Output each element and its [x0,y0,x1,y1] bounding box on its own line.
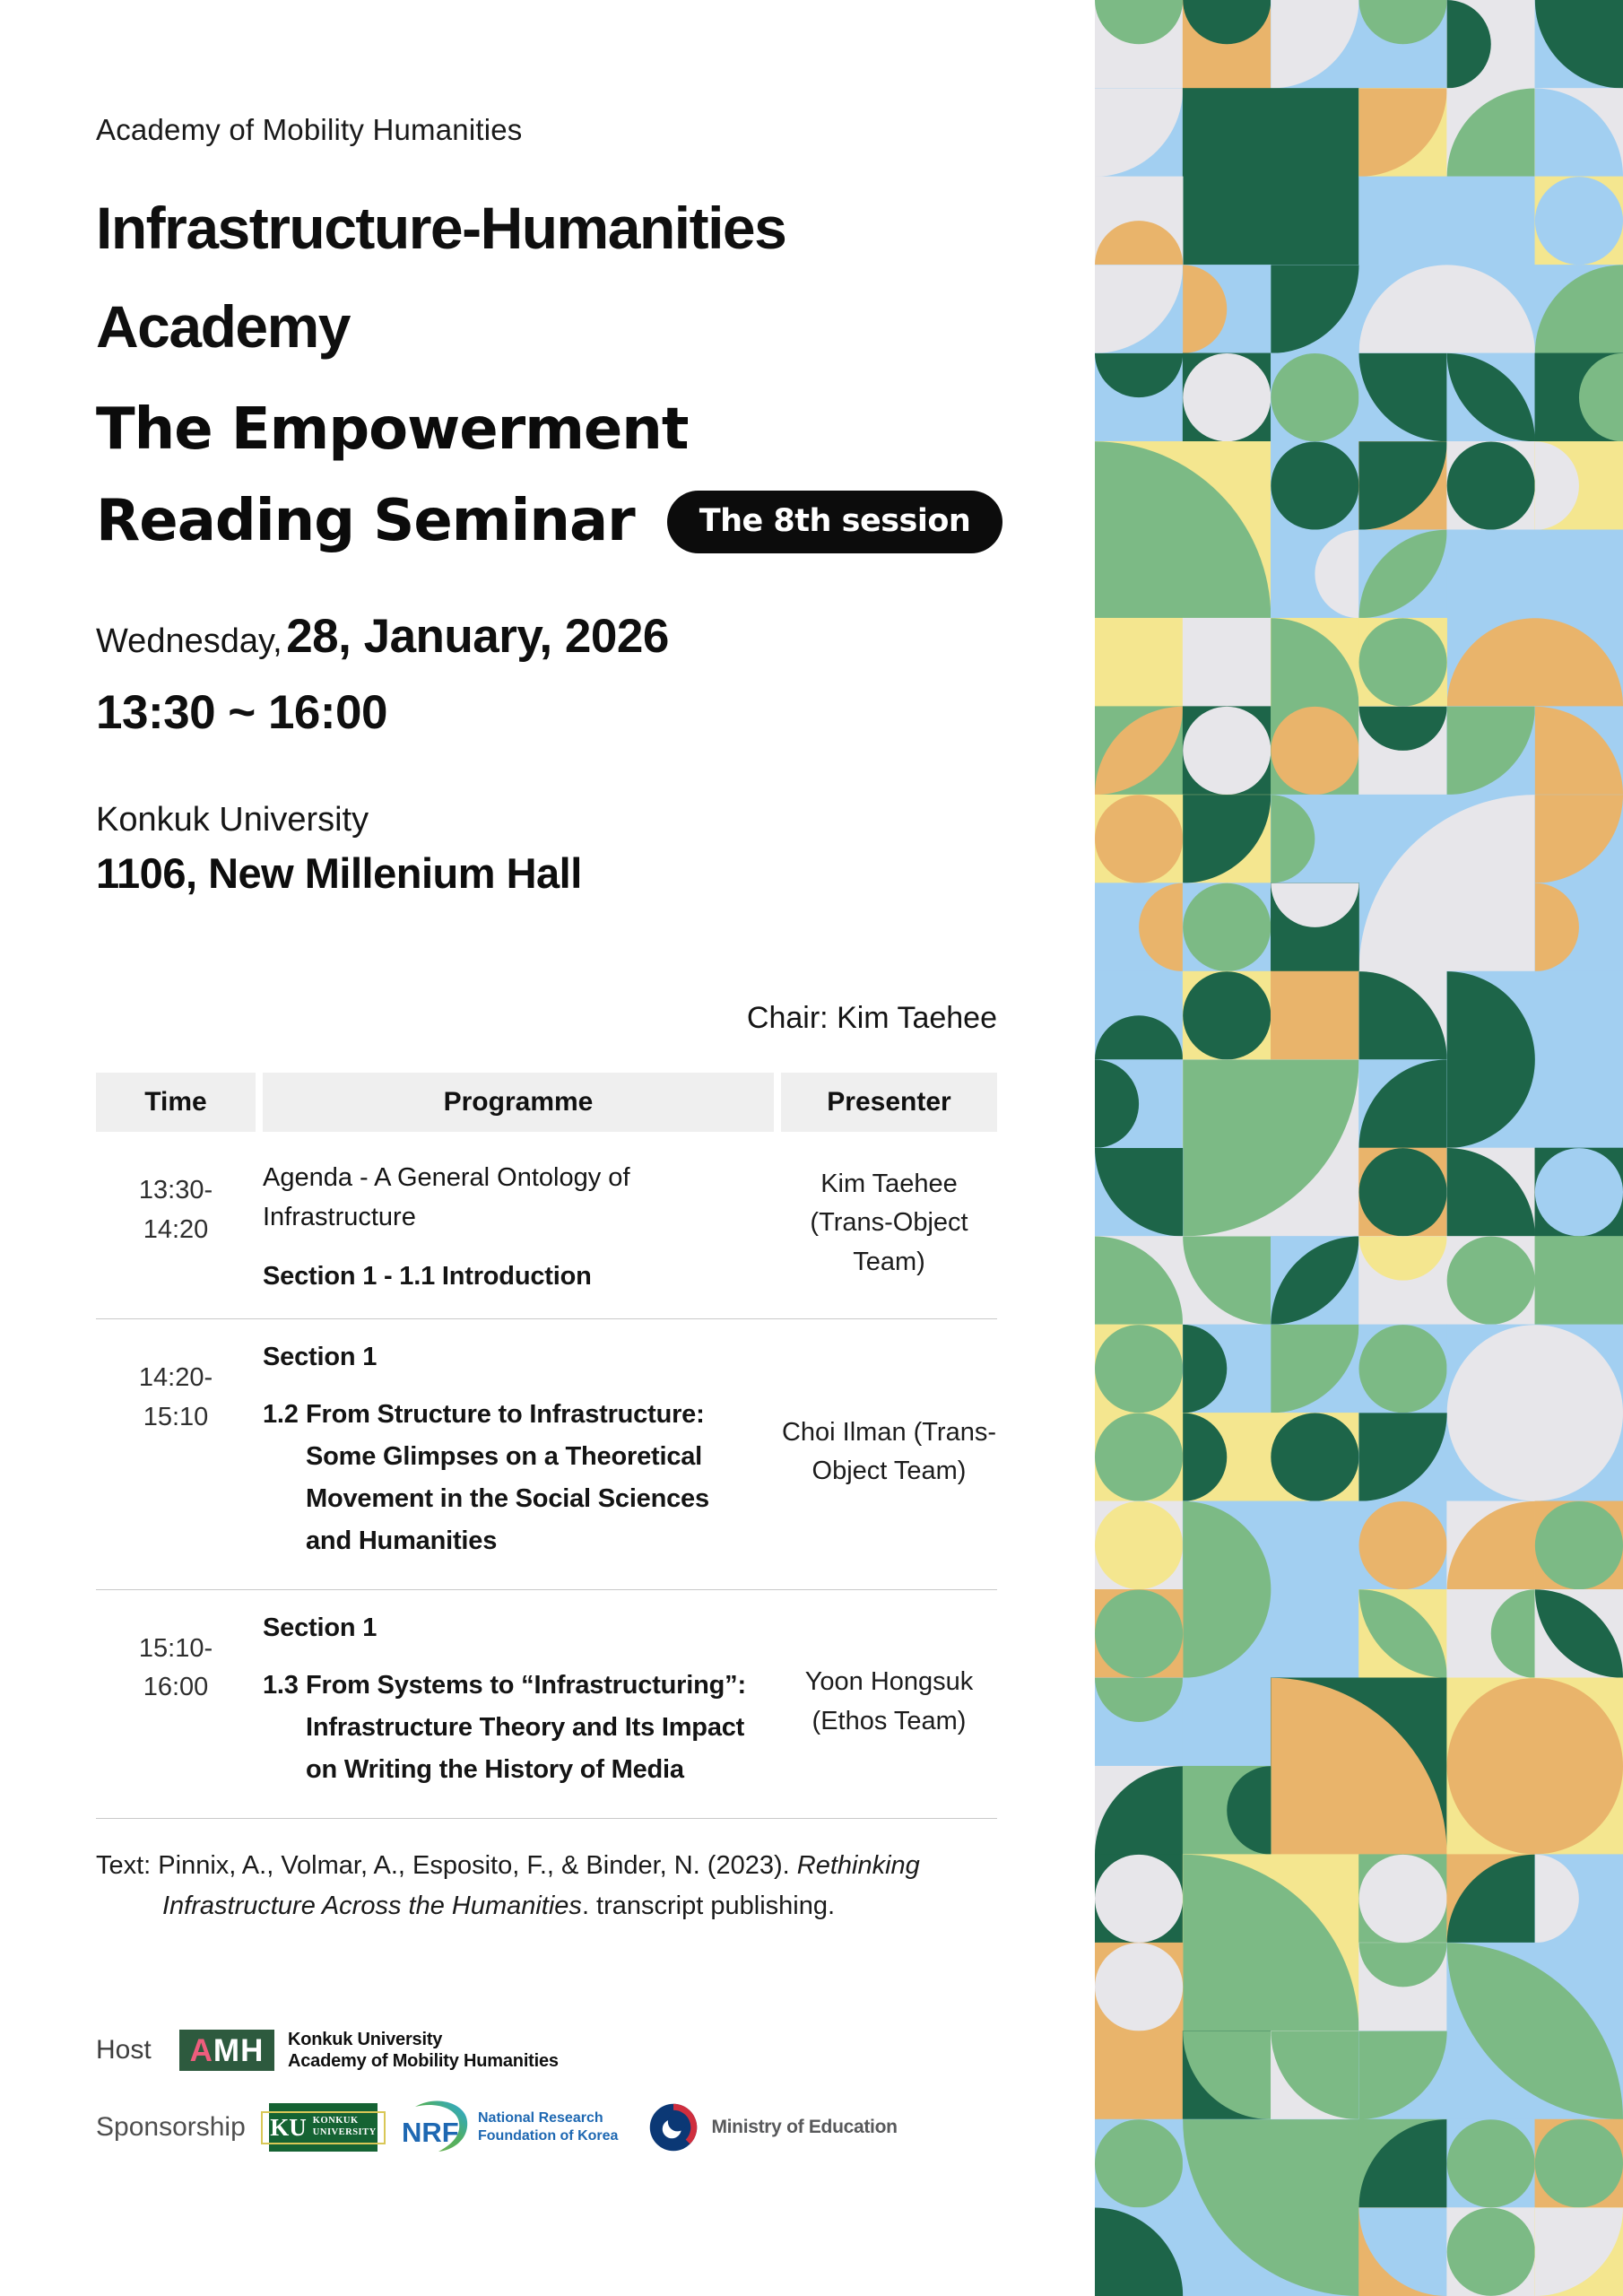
citation-suffix: . transcript publishing. [581,1891,836,1920]
programme-section: Section 1 [263,1613,378,1642]
seminar-title-line2-wrap [96,475,1002,567]
table-row [96,1590,997,1819]
session-badge: The 8th session [667,491,1003,553]
programme-item-number: 1.2 [263,1400,299,1429]
moe-name: Ministry of Education [711,2117,898,2137]
venue-block [96,801,582,898]
venue-hall: 1106, New Millenium Hall [96,849,582,897]
programme-cell [263,1343,774,1562]
amh-organization-name: Konkuk University Academy of Mobility Humanities [288,2030,559,2071]
programme-agenda: Agenda - A General Ontology of Infrastructure [263,1163,630,1231]
amh-logo-letters-mh: MH [213,2032,265,2068]
eyebrow-organization: Academy of Mobility Humanities [96,113,523,146]
programme-cell [263,1155,774,1292]
event-date [96,606,669,668]
schedule-section [96,1073,997,1926]
programme-item-text: From Systems to “Infrastructuring”: Infrastructure Theory and Its Impact on Writing the History of Media [306,1670,746,1784]
ministry-of-education-logo [648,2102,897,2152]
moe-taegeuk-icon [648,2102,699,2152]
nrf-name: National Research Foundation of Korea [478,2110,619,2144]
ku-abbr: KU [270,2113,307,2141]
sponsorship-label: Sponsorship [96,2112,246,2142]
presenter-cell: Yoon Hongsuk (Ethos Team) [804,1667,974,1735]
schedule-table-header [96,1073,997,1132]
time-cell: 13:30-14:20 [138,1176,213,1244]
programme-section: Section 1 [263,1343,378,1371]
page-title-line1: Infrastructure-Humanities [96,195,786,261]
programme-item [263,1665,751,1791]
programme-item-text: From Structure to Infrastructure: Some Glimpses on a Theoretical Movement in the Social Sciences and Humanities [306,1400,709,1555]
sponsorship-row [96,2099,898,2156]
svg-text:NRF: NRF [402,2117,459,2148]
event-date-main: 28, January, 2026 [286,610,669,663]
table-row [96,1319,997,1590]
page-title-line2: Academy [96,292,350,360]
column-header-presenter: Presenter [781,1073,997,1132]
presenter-cell: Choi Ilman (Trans-Object Team) [781,1417,997,1486]
time-cell: 14:20-15:10 [138,1363,213,1431]
citation-prefix: Text: Pinnix, A., Volmar, A., Esposito, F., & Binder, N. (2023). [96,1850,797,1880]
amh-logo [179,2030,274,2071]
decorative-pattern [1095,0,1623,2296]
programme-item-number: 1.3 [263,1670,299,1700]
page-title [96,179,785,376]
table-row [96,1132,997,1319]
reading-citation [96,1846,997,1926]
host-row [96,2029,559,2072]
time-cell: 15:10-16:00 [138,1633,213,1702]
chair-label: Chair: Kim Taehee [746,1001,997,1035]
konkuk-university-logo [269,2103,378,2152]
ku-name: KONKUK UNIVERSITY [312,2116,377,2137]
venue-university: Konkuk University [96,801,369,839]
programme-item [263,1394,751,1562]
seminar-title-line1: The Empowerment [96,396,689,463]
geometric-pattern-icon [1095,0,1623,2296]
presenter-cell: Kim Taehee (Trans-Object Team) [810,1169,968,1276]
seminar-title-line2: Reading Seminar [96,488,635,555]
seminar-title [96,384,1002,568]
column-header-programme: Programme [263,1073,774,1132]
event-time-range: 13:30 ~ 16:00 [96,685,388,739]
nrf-logo [401,2099,618,2156]
citation-book-title: Rethinking Infrastructure Across the Humanities [162,1850,920,1920]
column-header-time: Time [96,1073,256,1132]
event-date-day: Wednesday, [96,622,282,660]
programme-cell [263,1613,774,1791]
event-datetime [96,606,669,744]
host-label: Host [96,2035,152,2065]
amh-logo-letter-a: A [189,2032,213,2068]
nrf-swoosh-icon [401,2099,473,2156]
programme-section: Section 1 - 1.1 Introduction [263,1262,592,1291]
